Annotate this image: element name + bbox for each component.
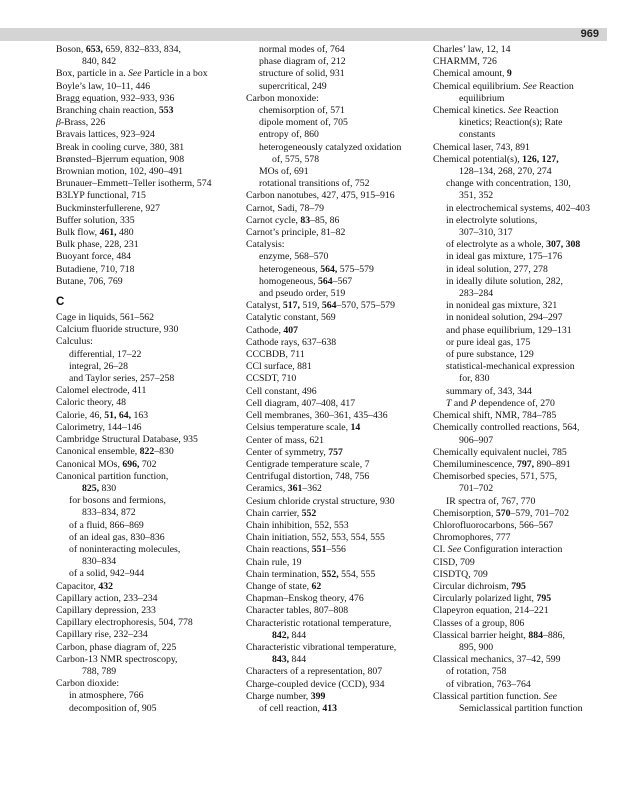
index-entry: Calcium fluoride structure, 930: [56, 324, 179, 336]
index-subentry: 351, 352: [459, 190, 494, 202]
index-entry: Chemical laser, 743, 891: [433, 141, 530, 153]
index-entry: Brunauer–Emmett–Teller isotherm, 574: [56, 178, 212, 190]
index-entry: Charge number, 399: [246, 690, 326, 702]
index-subentry: in ideal solution, 277, 278: [446, 263, 548, 275]
index-subentry: 906–907: [459, 434, 494, 446]
index-subentry: 307–310, 317: [459, 227, 513, 239]
index-entry: Chain reactions, 551–556: [246, 544, 346, 556]
index-entry: Buoyant force, 484: [56, 251, 132, 263]
index-entry: Catalytic constant, 569: [246, 312, 336, 324]
index-entry: Bulk flow, 461, 480: [56, 227, 134, 239]
index-entry: Centigrade temperature scale, 7: [246, 458, 370, 470]
index-entry: Calculus:: [56, 336, 93, 348]
index-subentry: for, 830: [459, 373, 490, 385]
index-subentry: dipole moment of, 705: [259, 117, 348, 129]
index-subentry: in electrolyte solutions,: [446, 214, 538, 226]
index-entry: CI. See Configuration interaction: [433, 544, 563, 556]
index-subentry: 830–834: [82, 556, 117, 568]
index-entry: Break in cooling curve, 380, 381: [56, 141, 185, 153]
index-entry: Capillary rise, 232–234: [56, 629, 148, 641]
index-entry: Center of mass, 621: [246, 434, 324, 446]
index-entry: Circular dichroism, 795: [433, 580, 526, 592]
index-subentry: heterogeneously catalyzed oxidation: [259, 141, 402, 153]
index-entry: Cell membranes, 360–361, 435–436: [246, 410, 388, 422]
index-subentry: of cell reaction, 413: [259, 702, 337, 714]
index-entry: Calomel electrode, 411: [56, 385, 147, 397]
index-subentry: MOs of, 691: [259, 166, 309, 178]
index-entry: β-Brass, 226: [56, 117, 106, 129]
index-entry: Classical partition function. See: [433, 690, 558, 702]
index-entry: Bulk phase, 228, 231: [56, 239, 139, 251]
index-entry: Chemical amount, 9: [433, 68, 512, 80]
index-entry: Change of state, 62: [246, 580, 322, 592]
index-entry: Capillary depression, 233: [56, 604, 156, 616]
index-entry: Brønsted–Bjerrum equation, 908: [56, 153, 185, 165]
index-subentry: of a fluid, 866–869: [69, 519, 144, 531]
index-subentry: 788, 789: [82, 665, 117, 677]
index-entry: Catalysis:: [246, 239, 285, 251]
index-entry: Character tables, 807–808: [246, 605, 349, 617]
index-entry: Canonical ensemble, 822–830: [56, 446, 174, 458]
index-entry: Characters of a representation, 807: [246, 666, 383, 678]
index-entry: Chemical kinetics. See Reaction: [433, 105, 559, 117]
index-entry: Carbon dioxide:: [56, 678, 120, 690]
index-subentry: phase diagram of, 212: [259, 56, 346, 68]
index-entry: Brownian motion, 102, 490–491: [56, 166, 184, 178]
index-entry: Carbon nanotubes, 427, 475, 915–916: [246, 190, 395, 202]
index-subentry: rotational transitions of, 752: [259, 178, 370, 190]
index-entry: Canonical partition function,: [56, 470, 169, 482]
index-subentry: in ideal gas mixture, 175–176: [446, 251, 563, 263]
index-entry: Chromophores, 777: [433, 532, 511, 544]
index-subentry: of a solid, 942–944: [69, 568, 145, 580]
index-subentry: 843, 844: [272, 654, 307, 666]
index-entry: Center of symmetry, 757: [246, 446, 343, 458]
index-entry: Chain rule, 19: [246, 556, 302, 568]
index-entry: Cage in liquids, 561–562: [56, 312, 155, 324]
index-entry: Classes of a group, 806: [433, 617, 525, 629]
index-subentry: statistical-mechanical expression: [446, 361, 575, 373]
index-subentry: of an ideal gas, 830–836: [69, 531, 165, 543]
index-entry: Charles’ law, 12, 14: [433, 44, 511, 55]
index-entry: Cathode, 407: [246, 324, 298, 336]
index-entry: CCSDT, 710: [246, 373, 297, 385]
index-entry: Chlorofluorocarbons, 566–567: [433, 519, 554, 531]
index-subentry: of noninteracting molecules,: [69, 543, 181, 555]
index-entry: Carbon, phase diagram of, 225: [56, 641, 177, 653]
index-subentry: of, 575, 578: [272, 153, 320, 165]
index-column-2: [246, 44, 436, 715]
index-subentry: in ideally dilute solution, 282,: [446, 275, 563, 287]
index-subentry: summary of, 343, 344: [446, 385, 532, 397]
index-entry: Chain termination, 552, 554, 555: [246, 568, 376, 580]
index-subentry: differential, 17–22: [69, 348, 142, 360]
index-entry: Cell constant, 496: [246, 385, 317, 397]
index-column-3: [433, 44, 611, 715]
index-subentry: of electrolyte as a whole, 307, 308: [446, 239, 581, 251]
index-entry: Chemically controlled reactions, 564,: [433, 422, 580, 434]
index-entry: Cathode rays, 637–638: [246, 336, 337, 348]
page-number: 969: [580, 28, 599, 40]
index-entry: Circularly polarized light, 795: [433, 593, 552, 605]
index-entry: Chemically equivalent nuclei, 785: [433, 446, 567, 458]
index-subentry: T and P dependence of, 270: [446, 397, 555, 409]
index-entry: Canonical MOs, 696, 702: [56, 458, 157, 470]
index-entry: Chemiluminescence, 797, 890–891: [433, 458, 571, 470]
index-entry: Carnot’s principle, 81–82: [246, 227, 346, 239]
index-subentry: of vibration, 763–764: [446, 678, 531, 690]
index-entry: B3LYP functional, 715: [56, 190, 146, 202]
index-subentry: kinetics; Reaction(s); Rate: [459, 117, 563, 129]
index-subentry: change with concentration, 130,: [446, 178, 571, 190]
index-subentry: homogeneous, 564–567: [259, 275, 353, 287]
index-subentry: in nonideal gas mixture, 321: [446, 300, 558, 312]
index-entry: Centrifugal distortion, 748, 756: [246, 471, 370, 483]
index-entry: Caloric theory, 48: [56, 397, 127, 409]
index-entry: Chain initiation, 552, 553, 554, 555: [246, 532, 385, 544]
index-subentry: enzyme, 568–570: [259, 251, 329, 263]
index-entry: Catalyst, 517, 519, 564–570, 575–579: [246, 300, 395, 312]
index-entry: Butane, 706, 769: [56, 275, 123, 287]
section-letter: C: [56, 296, 65, 309]
index-entry: Capacitor, 432: [56, 580, 114, 592]
index-subentry: entropy of, 860: [259, 129, 319, 141]
index-entry: Boson, 653, 659, 832–833, 834,: [56, 44, 181, 55]
index-entry: Charge-coupled device (CCD), 934: [246, 678, 385, 690]
index-entry: Capillary electrophoresis, 504, 778: [56, 617, 193, 629]
index-entry: Chemical shift, NMR, 784–785: [433, 410, 557, 422]
index-subentry: equilibrium: [459, 92, 505, 104]
index-subentry: normal modes of, 764: [259, 44, 345, 55]
index-subentry: 283–284: [459, 288, 494, 300]
index-subentry: and pseudo order, 519: [259, 288, 346, 300]
index-entry: Chain carrier, 552: [246, 507, 317, 519]
index-entry: Buffer solution, 335: [56, 214, 135, 226]
index-entry: Carnot cycle, 83–85, 86: [246, 214, 340, 226]
index-subentry: heterogeneous, 564, 575–579: [259, 263, 374, 275]
index-entry: Capillary action, 233–234: [56, 592, 158, 604]
index-subentry: chemisorption of, 571: [259, 105, 345, 117]
index-entry: CCCBDB, 711: [246, 349, 305, 361]
index-entry: Calorie, 46, 51, 64, 163: [56, 409, 149, 421]
index-subentry: or pure ideal gas, 175: [446, 336, 531, 348]
index-subentry: IR spectra of, 767, 770: [446, 495, 536, 507]
index-entry: Characteristic rotational temperature,: [246, 617, 392, 629]
index-entry: CHARMM, 726: [433, 56, 497, 68]
index-entry: Carbon-13 NMR spectroscopy,: [56, 653, 178, 665]
index-subentry: 833–834, 872: [82, 507, 136, 519]
index-entry: Cell diagram, 407–408, 417: [246, 397, 356, 409]
index-subentry: decomposition of, 905: [69, 702, 157, 714]
index-subentry: of pure substance, 129: [446, 349, 534, 361]
index-entry: Branching chain reaction, 553: [56, 105, 174, 117]
index-entry: Classical mechanics, 37–42, 599: [433, 654, 561, 666]
index-subentry: Semiclassical partition function: [459, 702, 583, 714]
page-header-bar: [0, 28, 607, 41]
index-subentry: 842, 844: [272, 629, 307, 641]
index-subentry: structure of solid, 931: [259, 68, 345, 80]
index-subentry: for bosons and fermions,: [69, 495, 166, 507]
index-subentry: 825, 830: [82, 482, 117, 494]
index-entry: Chemical equilibrium. See Reaction: [433, 80, 574, 92]
index-subentry: in nonideal solution, 294–297: [446, 312, 563, 324]
index-subentry: integral, 26–28: [69, 360, 129, 372]
index-entry: Bravais lattices, 923–924: [56, 129, 155, 141]
index-entry: Chapman–Enskog theory, 476: [246, 593, 364, 605]
index-subentry: 128–134, 268, 270, 274: [459, 166, 552, 178]
index-entry: CCl surface, 881: [246, 361, 312, 373]
index-entry: Chemisorption, 570–579, 701–702: [433, 507, 569, 519]
index-entry: Clapeyron equation, 214–221: [433, 605, 549, 617]
index-subentry: 701–702: [459, 483, 494, 495]
index-entry: Celsius temperature scale, 14: [246, 422, 361, 434]
index-entry: Carbon monoxide:: [246, 92, 319, 104]
index-entry: Boyle’s law, 10–11, 446: [56, 80, 151, 92]
index-entry: CISDTQ, 709: [433, 568, 488, 580]
index-subentry: and phase equilibrium, 129–131: [446, 324, 572, 336]
index-entry: Buckminsterfullerene, 927: [56, 202, 160, 214]
index-entry: Cambridge Structural Database, 935: [56, 434, 198, 446]
index-entry: Calorimetry, 144–146: [56, 421, 142, 433]
index-entry: Butadiene, 710, 718: [56, 263, 135, 275]
index-entry: Bragg equation, 932–933, 936: [56, 92, 175, 104]
index-subentry: of rotation, 758: [446, 666, 507, 678]
index-entry: Carnot, Sadi, 78–79: [246, 202, 324, 214]
index-subentry: in atmosphere, 766: [69, 690, 144, 702]
index-entry: Characteristic vibrational temperature,: [246, 641, 397, 653]
index-entry: Chemisorbed species, 571, 575,: [433, 471, 558, 483]
index-subentry: 895, 900: [459, 641, 494, 653]
index-entry: Ceramics, 361–362: [246, 483, 322, 495]
index-entry: Box, particle in a. See Particle in a box: [56, 68, 208, 80]
index-subentry: and Taylor series, 257–258: [69, 373, 175, 385]
index-subentry: 840, 842: [82, 56, 117, 68]
index-entry: CISD, 709: [433, 556, 475, 568]
index-subentry: supercritical, 249: [259, 80, 327, 92]
index-column-1: [56, 44, 246, 715]
index-subentry: in electrochemical systems, 402–403: [446, 202, 591, 214]
index-entry: Classical barrier height, 884–886,: [433, 629, 565, 641]
index-entry: Cesium chloride crystal structure, 930: [246, 495, 395, 507]
index-entry: Chain inhibition, 552, 553: [246, 519, 349, 531]
index-subentry: constants: [459, 129, 496, 141]
index-entry: Chemical potential(s), 126, 127,: [433, 153, 559, 165]
